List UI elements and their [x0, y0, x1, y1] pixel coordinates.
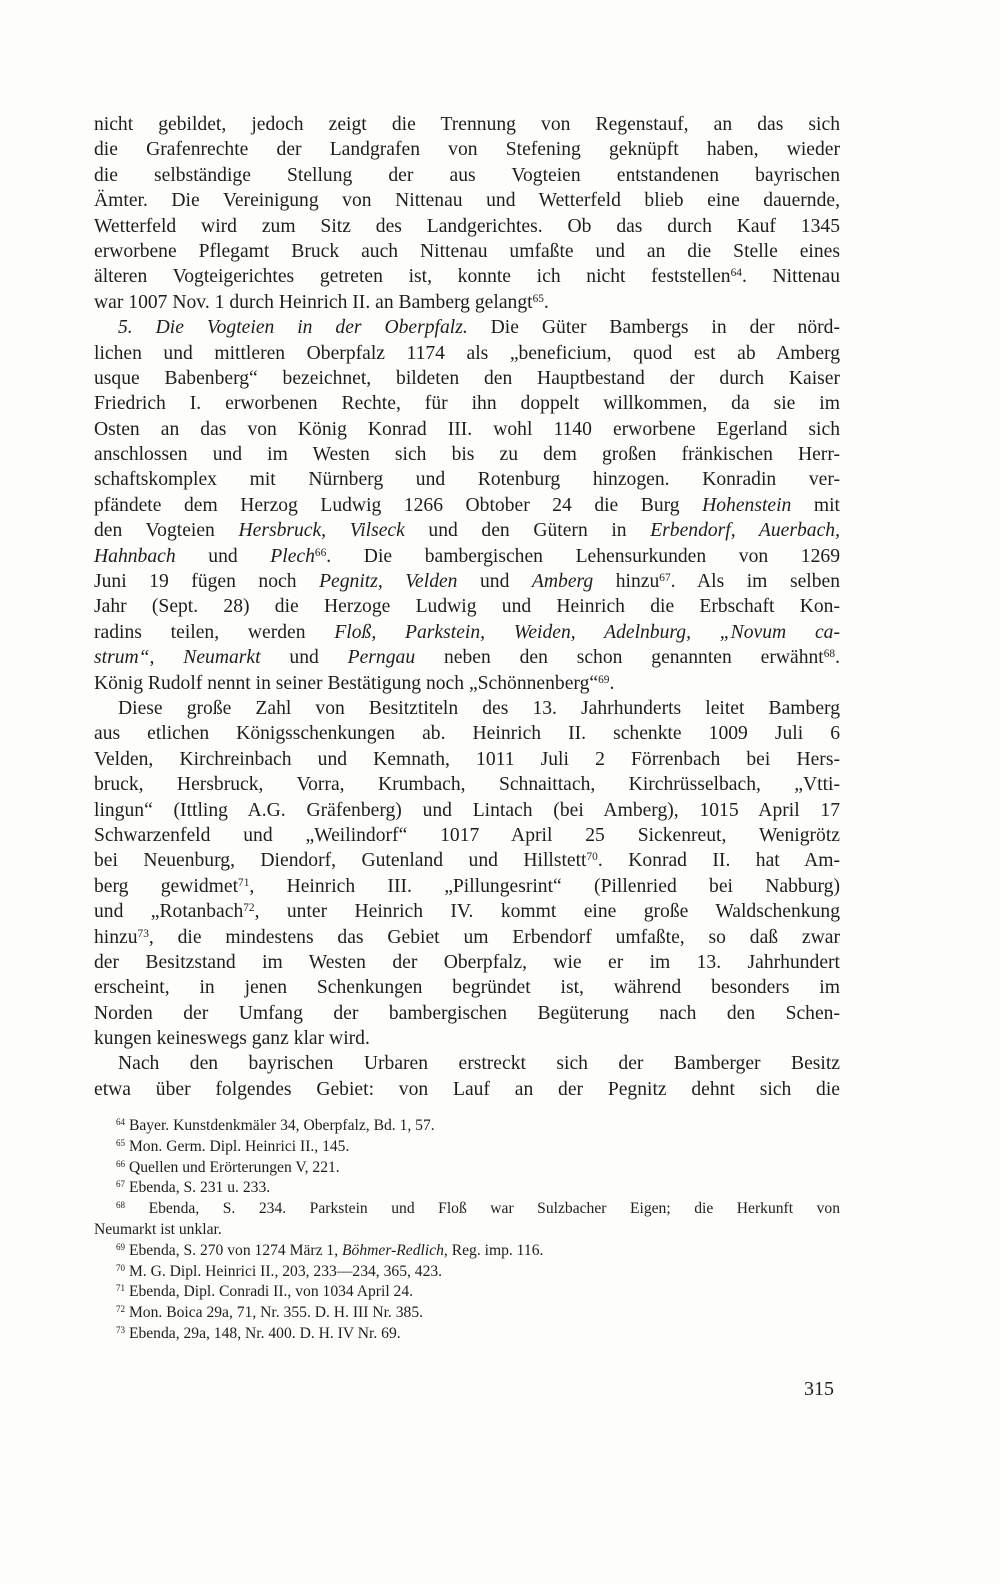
footnote-ref[interactable]: 69 — [598, 673, 610, 686]
text-line: hinzu$^{73}$, die mindestens das Gebiet um Erbendorf umfaßte, so daß zwar — [94, 926, 840, 948]
body-text — [94, 112, 840, 1102]
text-line: berg gewidmet$^{71}$, Heinrich III. „Pillungesrint“ (Pillenried bei Nabburg) — [94, 875, 841, 897]
text-line: etwa über folgendes Gebiet: von Lauf an der Pegnitz dehnt sich die — [94, 1078, 840, 1100]
footnote-ref[interactable]: 70 — [586, 851, 598, 864]
text-line: usque Babenberg“ bezeichnet, bildeten den Hauptbestand der durch Kaiser — [94, 367, 840, 389]
footnote: $^{70}$ M. G. Dipl. Heinrici II., 203, 233—234, 365, 423. — [116, 1262, 443, 1280]
text-line: lichen und mittleren Oberpfalz 1174 als „beneficium, quod est ab Amberg — [94, 342, 840, 364]
footnote: $^{65}$ Mon. Germ. Dipl. Heinrici II., 145. — [116, 1137, 350, 1155]
text-line: nicht gebildet, jedoch zeigt die Trennung von Regenstauf, an das sich — [94, 114, 840, 135]
text-line: Nach den bayrischen Urbaren erstreckt sich der Bamberger Besitz — [118, 1053, 840, 1075]
footnote: $^{73}$ Ebenda, 29a, 148, Nr. 400. D. H. IV Nr. 69. — [116, 1324, 401, 1342]
text-line: Ämter. Die Vereinigung von Nittenau und Wetterfeld blieb eine dauernde, — [94, 190, 840, 212]
footnote-number: 71 — [116, 1283, 126, 1294]
text-line: die selbständige Stellung der aus Vogteien entstandenen bayrischen — [94, 164, 840, 186]
text-line: kungen keineswegs ganz klar wird. — [94, 1028, 370, 1050]
footnote-ref[interactable]: 72 — [243, 901, 255, 914]
footnote: $^{67}$ Ebenda, S. 231 u. 233. — [116, 1179, 271, 1197]
footnote-ref[interactable]: 67 — [659, 571, 671, 584]
footnote-number: 64 — [116, 1117, 126, 1128]
text-line: Osten an das von König Konrad III. wohl 1140 erworbene Egerland sich — [94, 418, 840, 440]
text-line: aus etlichen Königsschenkungen ab. Heinrich II. schenkte 1009 Juli 6 — [94, 723, 840, 745]
footnote-number: 72 — [116, 1304, 126, 1315]
text-line: strum“, Neumarkt und Perngau neben den schon genannten erwähnt$^{68}$. — [94, 647, 841, 669]
text-line: die Grafenrechte der Landgrafen von Stefening geknüpft haben, wieder — [94, 139, 840, 161]
text-line: Diese große Zahl von Besitztiteln des 13. Jahrhunderts leitet Bamberg — [118, 697, 840, 719]
footnote-number: 66 — [116, 1158, 126, 1169]
footnote-continuation: Neumarkt ist unklar. — [94, 1220, 222, 1238]
page-number: 315 — [804, 1378, 834, 1400]
section-heading: 5. Die Vogteien in der Oberpfalz. — [118, 317, 468, 339]
text-line: Velden, Kirchreinbach und Kemnath, 1011 Juli 2 Förrenbach bei Hers- — [94, 748, 840, 770]
section-heading-line: 5. Die Vogteien in der Oberpfalz. Die Güter Bambergs in der nörd- — [118, 317, 840, 339]
text-line: lingun“ (Ittling A.G. Gräfenberg) und Lintach (bei Amberg), 1015 April 17 — [94, 799, 840, 821]
footnote-number: 67 — [116, 1179, 126, 1190]
text-line: und „Rotanbach$^{72}$, unter Heinrich IV. kommt eine große Waldschenkung — [94, 901, 840, 923]
text-line: Jahr (Sept. 28) die Herzoge Ludwig und Heinrich die Erbschaft Kon- — [94, 596, 840, 618]
footnote: $^{64}$ Bayer. Kunstdenkmäler 34, Oberpfalz, Bd. 1, 57. — [116, 1117, 435, 1134]
footnote-number: 69 — [116, 1241, 126, 1252]
text-line: anschlossen und im Westen sich bis zu dem großen fränkischen Herr- — [94, 444, 840, 466]
footnote: $^{66}$ Quellen und Erörterungen V, 221. — [116, 1158, 340, 1176]
text-line: pfändete dem Herzog Ludwig 1266 Obtober 24 die Burg Hohenstein mit — [94, 494, 840, 516]
text-line: König Rudolf nennt in seiner Bestätigung noch „Schönnenberg“$^{69}$. — [94, 672, 615, 694]
footnote-number: 70 — [116, 1262, 126, 1273]
footnote: $^{68}$ Ebenda, S. 234. Parkstein und Floß war Sulzbacher Eigen; die Herkunft von — [116, 1200, 840, 1218]
text-line: Juni 19 fügen noch Pegnitz, Velden und Amberg hinzu$^{67}$. Als im selben — [94, 571, 840, 593]
text-line: der Besitzstand im Westen der Oberpfalz, wie er im 13. Jahrhundert — [94, 951, 840, 973]
text-line: erworbene Pflegamt Bruck auch Nittenau umfaßte und an die Stelle eines — [94, 240, 840, 262]
footnote-ref[interactable]: 73 — [137, 927, 149, 940]
footnote-number: 73 — [116, 1325, 126, 1335]
footnote-ref[interactable]: 68 — [823, 647, 836, 660]
footnote-ref[interactable]: 64 — [730, 267, 742, 280]
text-line: Schwarzenfeld und „Weilindorf“ 1017 April 25 Sickenreut, Wenigrötz — [94, 824, 840, 846]
text-line: radins teilen, werden Floß, Parkstein, Weiden, Adelnburg, „Novum ca- — [94, 621, 840, 643]
text-line: bei Neuenburg, Diendorf, Gutenland und Hillstett$^{70}$. Konrad II. hat Am- — [94, 850, 840, 872]
footnote: $^{69}$ Ebenda, S. 270 von 1274 März 1, Böhmer-Redlich, Reg. imp. 116. — [116, 1241, 544, 1259]
footnote-number: 65 — [116, 1137, 126, 1148]
text-line: den Vogteien Hersbruck, Vilseck und den Gütern in Erbendorf, Auerbach, — [94, 520, 840, 542]
footnote: $^{72}$ Mon. Boica 29a, 71, Nr. 355. D. H. III Nr. 385. — [116, 1304, 424, 1322]
text-line: Wetterfeld wird zum Sitz des Landgerichtes. Ob das durch Kauf 1345 — [94, 215, 840, 237]
footnote-ref[interactable]: 66 — [314, 546, 327, 559]
text-line: Norden der Umfang der bambergischen Begüterung nach den Schen- — [94, 1002, 840, 1024]
footnote-ref[interactable]: 71 — [238, 876, 250, 889]
text-line: älteren Vogteigerichtes getreten ist, konnte ich nicht feststellen$^{64}$. Nittenau — [94, 266, 840, 288]
text-line: bruck, Hersbruck, Vorra, Krumbach, Schnaittach, Kirchrüsselbach, „Vtti- — [94, 774, 840, 796]
text-line: Friedrich I. erworbenen Rechte, für ihn doppelt willkommen, da sie im — [94, 393, 840, 415]
text-line: schaftskomplex mit Nürnberg und Rotenburg hinzogen. Konradin ver- — [94, 469, 840, 491]
footnote-number: 68 — [116, 1200, 126, 1211]
footnotes — [94, 1116, 840, 1345]
footnote-ref[interactable]: 65 — [532, 292, 544, 305]
text-line: Hahnbach und Plech$^{66}$. Die bambergischen Lehensurkunden von 1269 — [94, 545, 840, 567]
footnote: $^{71}$ Ebenda, Dipl. Conradi II., von 1034 April 24. — [116, 1283, 414, 1301]
text-line: war 1007 Nov. 1 durch Heinrich II. an Bamberg gelangt$^{65}$. — [94, 291, 549, 313]
text-line: erscheint, in jenen Schenkungen begründet ist, während besonders im — [94, 977, 840, 999]
